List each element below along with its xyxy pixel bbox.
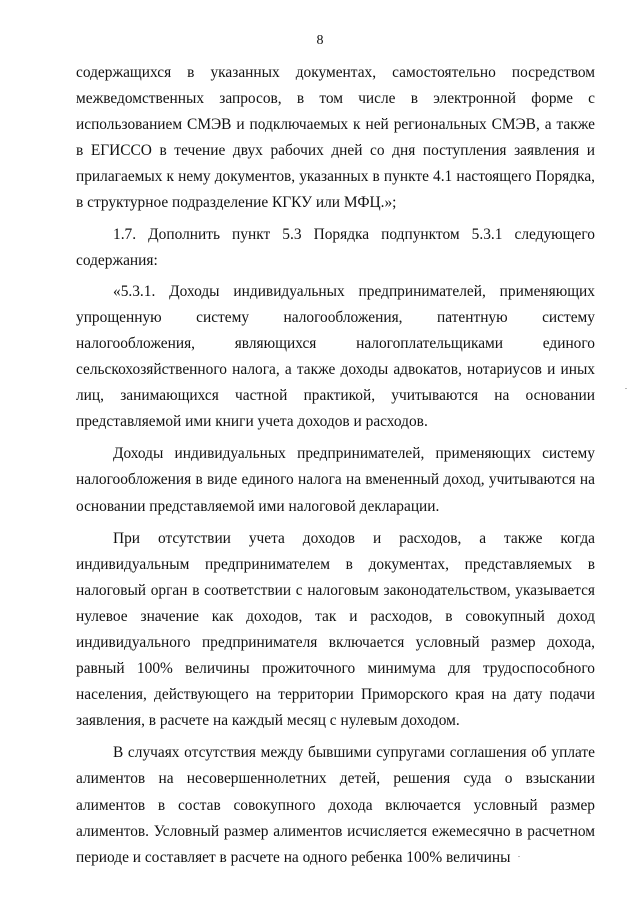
- paragraph-continuation: содержащихся в указанных документах, самостоятельно посредством межведомственных запросов, в том числе в электронной форме с использованием СМЭВ и подключаемых к ней региональных СМЭВ, а также в ЕГИССО в течение двух рабочих дней со дня поступления заявления и прилагаемых к нему документов, указанных в пункте 4.1 настоящего Порядка, в структурное подразделение КГКУ или МФЦ.»;: [76, 64, 595, 212]
- scan-speck: [625, 388, 627, 389]
- scan-speck: [518, 856, 520, 857]
- paragraph-subitem-5-3-1: «5.3.1. Доходы индивидуальных предпринимателей, применяющих упрощенную систему налогообложения, патентную систему налогообложения, являющихся налогоплательщиками единого сельскохозяйственного налога, а также доходы адвокатов, нотариусов и иных лиц, занимающихся частной практикой, учитываются на основании представляемой ими книги учета доходов и расходов.: [76, 282, 595, 431]
- document-body: [76, 60, 595, 871]
- paragraph-alimony: В случаях отсутствия между бывшими супругами соглашения об уплате алиментов на несовершеннолетних детей, решения суда о взыскании алиментов в состав совокупного дохода включается условный размер алиментов. Условный размер алиментов исчисляется ежемесячно в расчетном периоде и составляет в расчете на одного ребенка 100% величины: [76, 744, 595, 866]
- paragraph-item-1-7: 1.7. Дополнить пункт 5.3 Порядка подпунктом 5.3.1 следующего содержания:: [76, 225, 595, 269]
- paragraph-imputed-income: Доходы индивидуальных предпринимателей, применяющих систему налогообложения в виде единого налога на вмененный доход, учитываются на основании представляемой ими налоговой декларации.: [76, 445, 595, 515]
- page-number: 8: [316, 33, 324, 48]
- paragraph-no-accounting: При отсутствии учета доходов и расходов, а также когда индивидуальным предпринимателем в документах, представляемых в налоговый орган в соответствии с налоговым законодательством, указывается нулевое значение как доходов, так и расходов, в совокупный доход индивидуального предпринимателя включается условный размер дохода, равный 100% величины прожиточного минимума для трудоспособного населения, действующего на территории Приморского края на дату подачи заявления, в расчете на каждый месяц с нулевым доходом.: [76, 529, 595, 730]
